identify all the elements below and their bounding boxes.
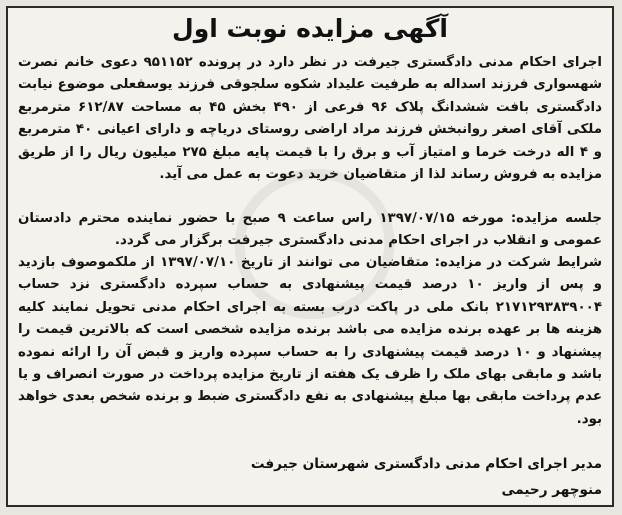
newspaper-clipping [6,6,614,507]
notice-paragraph-conditions: شرایط شرکت در مزایده: متقاضیان می توانند از تاریخ ۱۳۹۷/۰۷/۱۰ از ملکموصوف بازدید و پس از واریز ۱۰ درصد قیمت پیشنهادی به حساب سپرده دادگستری نزد حساب ۲۱۷۱۲۹۳۸۳۹۰۰۴ بانک ملی در پاکت درب بسته به اجرای احکام مدنی تحویل نمایند کلیه هزینه ها بر عهده برنده مزایده می باشد برنده مزایده شخصی است که بالاترین قیمت را پیشنهاد و ۱۰ درصد قیمت پیشنهادی را به حساب سپرده واریز و قبض آن را ارائه نموده باشد و مابقی بهای ملک را ظرف یک هفته از تاریخ مزایده پرداخت در صورت انصراف و یا عدم پرداخت مابقی بها مبلغ پیشنهادی به نفع دادگستری ضبط و برنده شخص بعدی خواهد بود. [18,255,602,427]
notice-paragraph-intro: اجرای احکام مدنی دادگستری جیرفت در نظر دارد در پرونده ۹۵۱۱۵۲ دعوی خانم نصرت شهسواری فرزند اسداله به طرفیت علیداد شکوه سلجوقی فرزند یوسفعلی موضوع نیابت دادگستری بافت ششدانگ پلاک ۹۶ فرعی از ۴۹۰ بخش ۴۵ به مساحت ۶۱۲/۸۷ مترمربع ملکی آقای اصغر روانبخش فرزند مراد اراضی روستای دریاچه و دارای اعیانی ۴۰ مترمربع و ۴ اله درخت خرما و امتیاز آب و برق را با قیمت پایه مبلغ ۲۷۵ میلیون ریال را از طریق مزایده به فروش رساند لذا از متقاضیان خرید دعوت به عمل می آید. [18,55,603,183]
notice-title: آگهی مزایده نوبت اول [172,14,448,43]
signature-name: منوچهر رحیمی [501,482,602,498]
notice-paragraph-session: جلسه مزایده: مورخه ۱۳۹۷/۰۷/۱۵ راس ساعت ۹ صبح با حضور نماینده محترم دادستان عمومی و انقلاب در اجرای احکام مدنی دادگستری جیرفت برگزار می گردد. [18,211,602,249]
signature-title: مدیر اجرای احکام مدنی دادگستری شهرستان جیرفت [250,456,602,472]
